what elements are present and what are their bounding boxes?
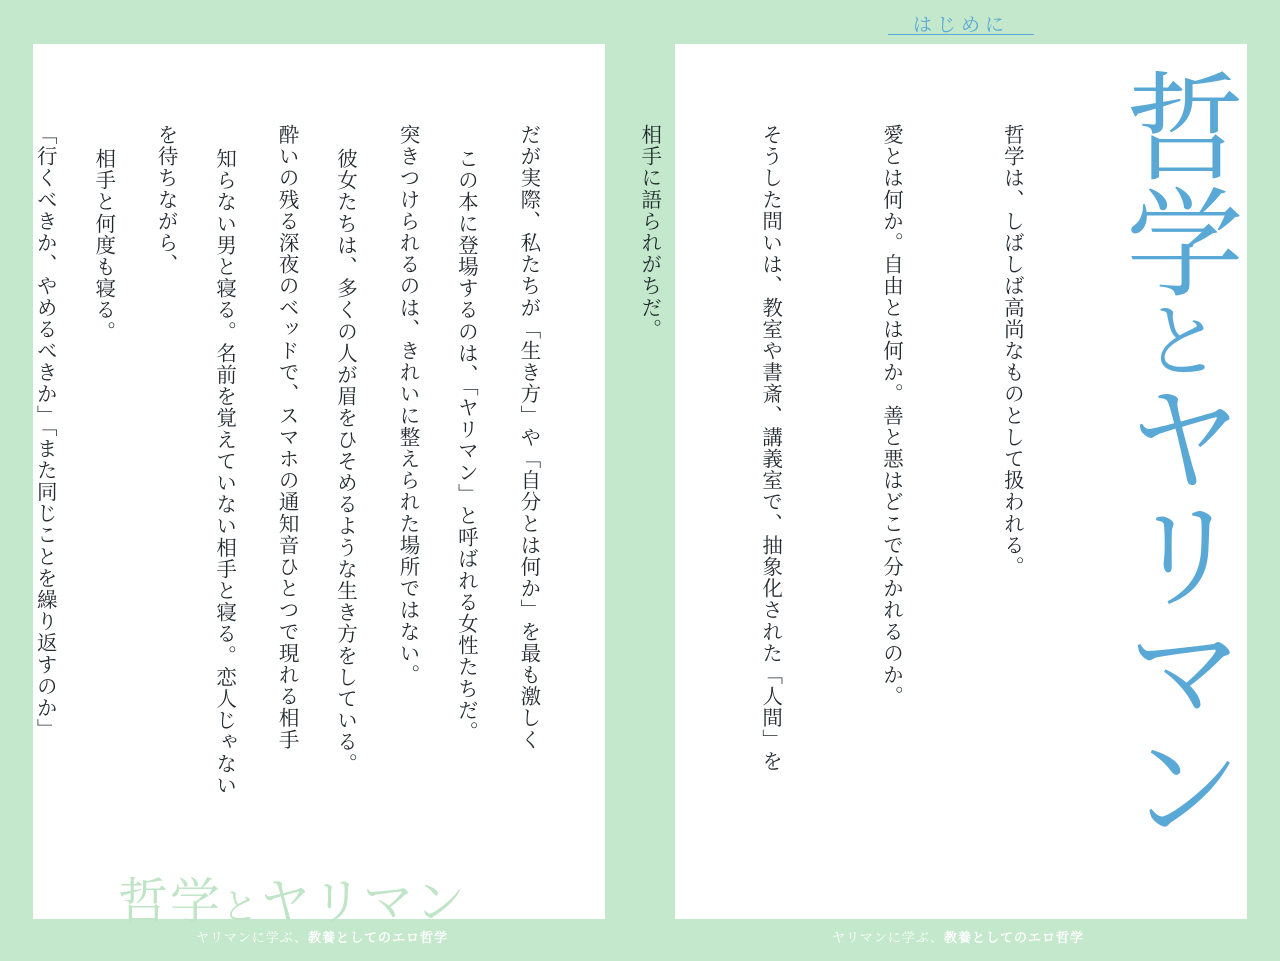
left-line: 知らない男と寝る。名前を覚えていない相手と寝る。恋人じゃない (212, 148, 237, 796)
watermark-part: と (222, 887, 261, 928)
footer-right (832, 927, 1084, 946)
right-line: 突きつけられるのは、きれいに整えられた場所ではない。 (395, 124, 420, 686)
footer-prefix: ヤリマンに学ぶ、 (196, 931, 309, 946)
right-line: 相手に語られがちだ。 (637, 124, 662, 340)
right-line: そうした問いは、教室や書斎、講義室で、抽象化された「人間」を (758, 124, 783, 772)
right-line: 愛とは何か。自由とは何か。善と悪はどこで分かれるのか。 (879, 124, 904, 708)
footer-book-title: 教養としてのエロ哲学 (944, 931, 1085, 946)
title-part: と (1128, 298, 1223, 378)
footer-book-title: 教養としてのエロ哲学 (308, 931, 449, 946)
left-line: 彼女たちは、多くの人が眉をひそめるような生き方をしている。 (333, 148, 358, 775)
watermark-part: 哲学 (118, 873, 222, 931)
left-line: 相手と何度も寝る。 (91, 148, 116, 343)
page-title (1106, 66, 1244, 842)
right-line: 「行くべきか、やめるべきか」「また同じことを繰り返すのか」 (33, 124, 58, 741)
right-line: を待ちながら、 (154, 124, 179, 276)
watermark-part: ヤリマン (260, 873, 468, 931)
right-line: 哲学は、しばしば高尚なものとして扱われる。 (1000, 124, 1025, 578)
right-line: 酔いの残る深夜のベッドで、スマホの通知音ひとつで現れる相手 (275, 124, 300, 751)
left-line: この本に登場するのは、「ヤリマン」と呼ばれる女性たちだ。 (454, 148, 479, 743)
title-part: 哲学 (1106, 66, 1244, 298)
footer-left (196, 927, 448, 946)
right-line: だが実際、私たちが「生き方」や「自分とは何か」を最も激しく (516, 124, 541, 751)
title-part: ヤリマン (1106, 378, 1244, 842)
chapter-label: はじめに (888, 10, 1034, 35)
footer-prefix: ヤリマンに学ぶ、 (832, 931, 945, 946)
